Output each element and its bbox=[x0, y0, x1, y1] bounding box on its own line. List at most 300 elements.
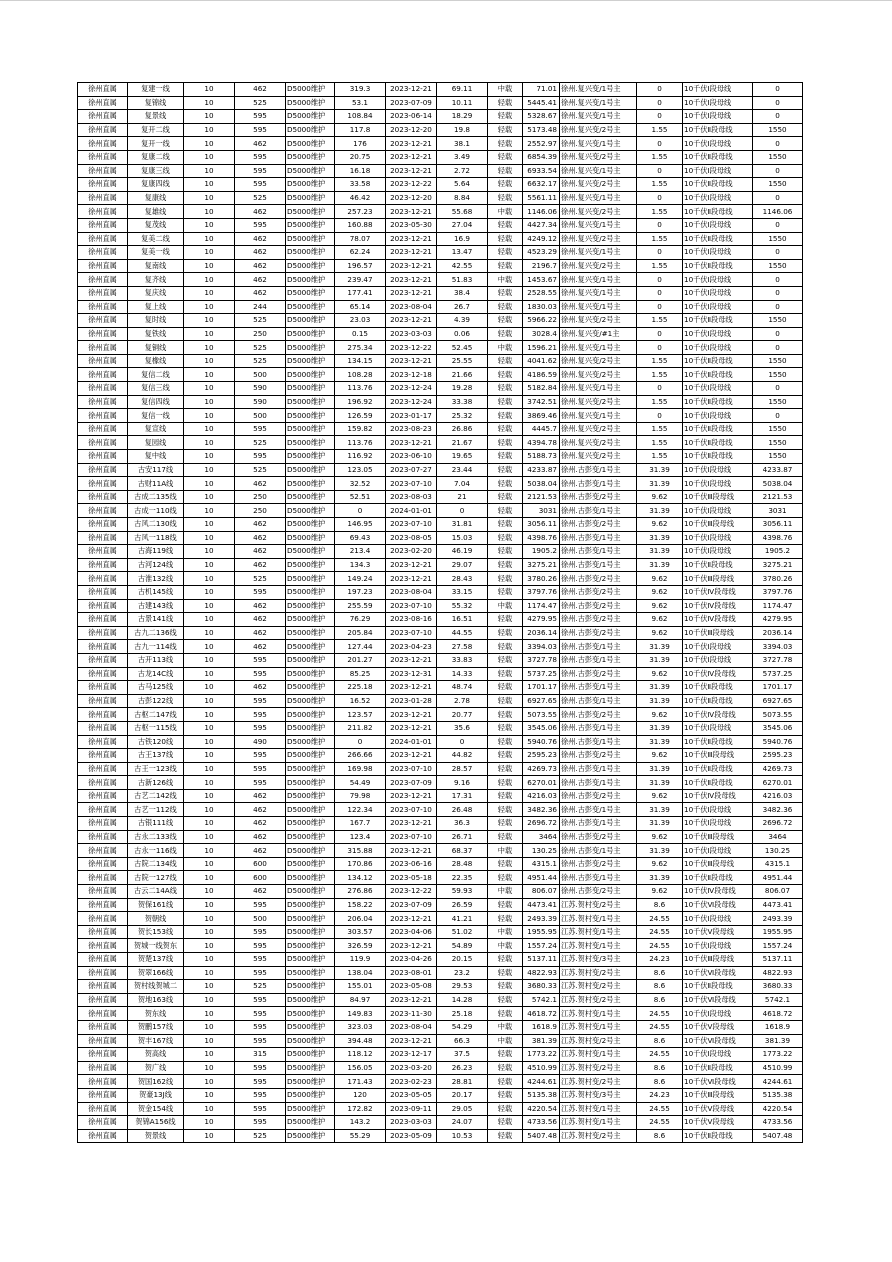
transformer-load-cell: 9.62 bbox=[637, 613, 683, 627]
bus-cell: 10千伏Ⅰ段母线 bbox=[683, 191, 753, 205]
margin-cell: 4220.54 bbox=[523, 1102, 560, 1116]
region-cell: 徐州直属 bbox=[78, 137, 128, 151]
load-level-cell: 轻载 bbox=[488, 721, 523, 735]
line-name-cell: 贺高线 bbox=[128, 1048, 184, 1062]
rated-current-cell: 250 bbox=[235, 490, 286, 504]
rated-current-cell: 595 bbox=[235, 898, 286, 912]
date-cell: 2023-06-14 bbox=[386, 110, 437, 124]
transformer-cell: 徐州.古彭变/1号主 bbox=[560, 504, 637, 518]
line-name-cell: 古风二130线 bbox=[128, 518, 184, 532]
date-cell: 2023-08-04 bbox=[386, 300, 437, 314]
table-row bbox=[78, 1129, 803, 1143]
region-cell: 徐州直属 bbox=[78, 490, 128, 504]
bus-cell: 10千伏Ⅰ段母线 bbox=[683, 912, 753, 926]
date-cell: 2023-12-21 bbox=[386, 789, 437, 803]
margin-cell: 5407.48 bbox=[523, 1129, 560, 1143]
transformer-cell: 徐州.古彭变/2号主 bbox=[560, 830, 637, 844]
margin-cell: 5561.11 bbox=[523, 191, 560, 205]
available-cell: 1618.9 bbox=[753, 1020, 803, 1034]
line-name-cell: 古院一127线 bbox=[128, 871, 184, 885]
date-cell: 2023-12-21 bbox=[386, 314, 437, 328]
margin-cell: 1557.24 bbox=[523, 939, 560, 953]
transformer-load-cell: 31.39 bbox=[637, 504, 683, 518]
region-cell: 徐州直属 bbox=[78, 518, 128, 532]
voltage-cell: 10 bbox=[184, 300, 235, 314]
date-cell: 2023-12-21 bbox=[386, 436, 437, 450]
line-name-cell: 复橡线 bbox=[128, 354, 184, 368]
load-rate-cell: 41.21 bbox=[437, 912, 488, 926]
transformer-cell: 徐州.古彭变/2号主 bbox=[560, 518, 637, 532]
load-rate-cell: 25.32 bbox=[437, 409, 488, 423]
margin-cell: 806.07 bbox=[523, 885, 560, 899]
voltage-cell: 10 bbox=[184, 898, 235, 912]
transformer-cell: 徐州.古彭变/1号主 bbox=[560, 681, 637, 695]
available-cell: 5940.76 bbox=[753, 735, 803, 749]
region-cell: 徐州直属 bbox=[78, 708, 128, 722]
transformer-load-cell: 8.6 bbox=[637, 993, 683, 1007]
load-level-cell: 轻载 bbox=[488, 259, 523, 273]
available-cell: 5407.48 bbox=[753, 1129, 803, 1143]
load-rate-cell: 29.07 bbox=[437, 558, 488, 572]
bus-cell: 10千伏Ⅰ段母线 bbox=[683, 110, 753, 124]
rated-current-cell: 595 bbox=[235, 1075, 286, 1089]
transformer-load-cell: 0 bbox=[637, 137, 683, 151]
load-rate-cell: 19.28 bbox=[437, 382, 488, 396]
max-current-cell: 0.15 bbox=[335, 327, 386, 341]
table-row bbox=[78, 395, 803, 409]
bus-cell: 10千伏Ⅵ段母线 bbox=[683, 1075, 753, 1089]
line-name-cell: 复美二线 bbox=[128, 232, 184, 246]
voltage-cell: 10 bbox=[184, 558, 235, 572]
transformer-load-cell: 8.6 bbox=[637, 980, 683, 994]
transformer-load-cell: 31.39 bbox=[637, 477, 683, 491]
voltage-cell: 10 bbox=[184, 178, 235, 192]
margin-cell: 6927.65 bbox=[523, 694, 560, 708]
margin-cell: 3482.36 bbox=[523, 803, 560, 817]
voltage-cell: 10 bbox=[184, 776, 235, 790]
load-rate-cell: 16.51 bbox=[437, 613, 488, 627]
transformer-load-cell: 31.39 bbox=[637, 735, 683, 749]
voltage-cell: 10 bbox=[184, 844, 235, 858]
available-cell: 5073.55 bbox=[753, 708, 803, 722]
load-rate-cell: 44.55 bbox=[437, 626, 488, 640]
voltage-cell: 10 bbox=[184, 1088, 235, 1102]
margin-cell: 4041.62 bbox=[523, 354, 560, 368]
voltage-cell: 10 bbox=[184, 789, 235, 803]
region-cell: 徐州直属 bbox=[78, 640, 128, 654]
load-rate-cell: 19.65 bbox=[437, 450, 488, 464]
source-cell: D5000维护 bbox=[286, 409, 335, 423]
transformer-load-cell: 0 bbox=[637, 110, 683, 124]
line-name-cell: 贺鹏157线 bbox=[128, 1020, 184, 1034]
available-cell: 130.25 bbox=[753, 844, 803, 858]
transformer-load-cell: 24.55 bbox=[637, 939, 683, 953]
table-row bbox=[78, 585, 803, 599]
transformer-load-cell: 0 bbox=[637, 300, 683, 314]
date-cell: 2023-07-09 bbox=[386, 96, 437, 110]
available-cell: 1146.06 bbox=[753, 205, 803, 219]
voltage-cell: 10 bbox=[184, 857, 235, 871]
source-cell: D5000维护 bbox=[286, 925, 335, 939]
line-name-cell: 贺地163线 bbox=[128, 993, 184, 1007]
margin-cell: 4279.95 bbox=[523, 613, 560, 627]
date-cell: 2023-11-30 bbox=[386, 1007, 437, 1021]
margin-cell: 4951.44 bbox=[523, 871, 560, 885]
max-current-cell: 69.43 bbox=[335, 531, 386, 545]
bus-cell: 10千伏Ⅳ段母线 bbox=[683, 613, 753, 627]
source-cell: D5000维护 bbox=[286, 110, 335, 124]
available-cell: 4618.72 bbox=[753, 1007, 803, 1021]
load-rate-cell: 28.43 bbox=[437, 572, 488, 586]
available-cell: 4473.41 bbox=[753, 898, 803, 912]
line-name-cell: 复康二线 bbox=[128, 150, 184, 164]
load-level-cell: 轻载 bbox=[488, 436, 523, 450]
margin-cell: 3869.46 bbox=[523, 409, 560, 423]
transformer-load-cell: 9.62 bbox=[637, 667, 683, 681]
transformer-load-cell: 24.55 bbox=[637, 1048, 683, 1062]
transformer-cell: 徐州.古彭变/1号主 bbox=[560, 844, 637, 858]
bus-cell: 10千伏Ⅱ段母线 bbox=[683, 558, 753, 572]
load-rate-cell: 26.71 bbox=[437, 830, 488, 844]
max-current-cell: 134.15 bbox=[335, 354, 386, 368]
table-row bbox=[78, 953, 803, 967]
rated-current-cell: 462 bbox=[235, 803, 286, 817]
source-cell: D5000维护 bbox=[286, 803, 335, 817]
available-cell: 1955.95 bbox=[753, 925, 803, 939]
available-cell: 0 bbox=[753, 300, 803, 314]
voltage-cell: 10 bbox=[184, 218, 235, 232]
voltage-cell: 10 bbox=[184, 327, 235, 341]
load-level-cell: 轻载 bbox=[488, 463, 523, 477]
available-cell: 1550 bbox=[753, 314, 803, 328]
region-cell: 徐州直属 bbox=[78, 1129, 128, 1143]
max-current-cell: 158.22 bbox=[335, 898, 386, 912]
date-cell: 2023-12-21 bbox=[386, 939, 437, 953]
date-cell: 2023-12-21 bbox=[386, 653, 437, 667]
margin-cell: 3680.33 bbox=[523, 980, 560, 994]
load-rate-cell: 46.19 bbox=[437, 545, 488, 559]
load-level-cell: 轻载 bbox=[488, 558, 523, 572]
source-cell: D5000维护 bbox=[286, 273, 335, 287]
source-cell: D5000维护 bbox=[286, 123, 335, 137]
source-cell: D5000维护 bbox=[286, 259, 335, 273]
bus-cell: 10千伏Ⅵ段母线 bbox=[683, 993, 753, 1007]
load-rate-cell: 9.16 bbox=[437, 776, 488, 790]
transformer-cell: 江苏.贺村变/2号主 bbox=[560, 1034, 637, 1048]
table-row bbox=[78, 857, 803, 871]
available-cell: 1550 bbox=[753, 368, 803, 382]
region-cell: 徐州直属 bbox=[78, 1088, 128, 1102]
source-cell: D5000维护 bbox=[286, 980, 335, 994]
transformer-cell: 徐州.复兴变/1号主 bbox=[560, 110, 637, 124]
transformer-load-cell: 1.55 bbox=[637, 395, 683, 409]
load-rate-cell: 33.15 bbox=[437, 585, 488, 599]
available-cell: 5737.25 bbox=[753, 667, 803, 681]
load-rate-cell: 55.32 bbox=[437, 599, 488, 613]
load-level-cell: 轻载 bbox=[488, 871, 523, 885]
region-cell: 徐州直属 bbox=[78, 599, 128, 613]
margin-cell: 6632.17 bbox=[523, 178, 560, 192]
max-current-cell: 197.23 bbox=[335, 585, 386, 599]
rated-current-cell: 315 bbox=[235, 1048, 286, 1062]
bus-cell: 10千伏Ⅰ段母线 bbox=[683, 286, 753, 300]
load-rate-cell: 51.02 bbox=[437, 925, 488, 939]
date-cell: 2023-12-21 bbox=[386, 993, 437, 1007]
transformer-cell: 徐州.古彭变/1号主 bbox=[560, 871, 637, 885]
max-current-cell: 116.92 bbox=[335, 450, 386, 464]
data-sheet bbox=[77, 82, 803, 1143]
region-cell: 徐州直属 bbox=[78, 422, 128, 436]
transformer-cell: 徐州.复兴变/2号主 bbox=[560, 395, 637, 409]
margin-cell: 3028.4 bbox=[523, 327, 560, 341]
transformer-cell: 江苏.贺村变/1号主 bbox=[560, 1102, 637, 1116]
margin-cell: 5940.76 bbox=[523, 735, 560, 749]
load-level-cell: 轻载 bbox=[488, 980, 523, 994]
available-cell: 0 bbox=[753, 246, 803, 260]
table-row bbox=[78, 409, 803, 423]
line-name-cell: 古淮132线 bbox=[128, 572, 184, 586]
date-cell: 2023-12-21 bbox=[386, 205, 437, 219]
table-row bbox=[78, 1034, 803, 1048]
line-name-cell: 古枢二147线 bbox=[128, 708, 184, 722]
bus-cell: 10千伏Ⅱ段母线 bbox=[683, 436, 753, 450]
transformer-cell: 徐州.古彭变/1号主 bbox=[560, 721, 637, 735]
voltage-cell: 10 bbox=[184, 953, 235, 967]
transformer-load-cell: 31.39 bbox=[637, 871, 683, 885]
transformer-cell: 徐州.复兴变/2号主 bbox=[560, 123, 637, 137]
transformer-cell: 徐州.复兴变/1号主 bbox=[560, 341, 637, 355]
available-cell: 1550 bbox=[753, 232, 803, 246]
bus-cell: 10千伏Ⅰ段母线 bbox=[683, 218, 753, 232]
load-rate-cell: 68.37 bbox=[437, 844, 488, 858]
region-cell: 徐州直属 bbox=[78, 354, 128, 368]
transformer-load-cell: 31.39 bbox=[637, 681, 683, 695]
available-cell: 3464 bbox=[753, 830, 803, 844]
voltage-cell: 10 bbox=[184, 653, 235, 667]
region-cell: 徐州直属 bbox=[78, 626, 128, 640]
load-level-cell: 中载 bbox=[488, 273, 523, 287]
region-cell: 徐州直属 bbox=[78, 721, 128, 735]
region-cell: 徐州直属 bbox=[78, 776, 128, 790]
date-cell: 2023-02-23 bbox=[386, 1075, 437, 1089]
line-name-cell: 复信二线 bbox=[128, 368, 184, 382]
rated-current-cell: 595 bbox=[235, 1102, 286, 1116]
load-level-cell: 轻载 bbox=[488, 708, 523, 722]
bus-cell: 10千伏Ⅴ段母线 bbox=[683, 1116, 753, 1130]
load-rate-cell: 42.55 bbox=[437, 259, 488, 273]
date-cell: 2023-02-20 bbox=[386, 545, 437, 559]
region-cell: 徐州直属 bbox=[78, 1048, 128, 1062]
source-cell: D5000维护 bbox=[286, 898, 335, 912]
voltage-cell: 10 bbox=[184, 545, 235, 559]
available-cell: 0 bbox=[753, 409, 803, 423]
max-current-cell: 79.98 bbox=[335, 789, 386, 803]
load-rate-cell: 29.05 bbox=[437, 1102, 488, 1116]
transformer-load-cell: 24.55 bbox=[637, 1007, 683, 1021]
transformer-cell: 江苏.贺村变/1号主 bbox=[560, 925, 637, 939]
rated-current-cell: 462 bbox=[235, 259, 286, 273]
line-name-cell: 古永二133线 bbox=[128, 830, 184, 844]
transformer-load-cell: 9.62 bbox=[637, 749, 683, 763]
line-name-cell: 古成一110线 bbox=[128, 504, 184, 518]
rated-current-cell: 462 bbox=[235, 518, 286, 532]
source-cell: D5000维护 bbox=[286, 164, 335, 178]
source-cell: D5000维护 bbox=[286, 436, 335, 450]
table-row bbox=[78, 1007, 803, 1021]
line-name-cell: 古王137线 bbox=[128, 749, 184, 763]
line-name-cell: 复中线 bbox=[128, 450, 184, 464]
available-cell: 2493.39 bbox=[753, 912, 803, 926]
transformer-load-cell: 9.62 bbox=[637, 789, 683, 803]
max-current-cell: 159.82 bbox=[335, 422, 386, 436]
region-cell: 徐州直属 bbox=[78, 762, 128, 776]
transformer-cell: 江苏.贺村变/2号主 bbox=[560, 993, 637, 1007]
source-cell: D5000维护 bbox=[286, 218, 335, 232]
rated-current-cell: 525 bbox=[235, 572, 286, 586]
load-rate-cell: 3.49 bbox=[437, 150, 488, 164]
margin-cell: 1955.95 bbox=[523, 925, 560, 939]
margin-cell: 2528.55 bbox=[523, 286, 560, 300]
source-cell: D5000维护 bbox=[286, 817, 335, 831]
transformer-load-cell: 1.55 bbox=[637, 422, 683, 436]
voltage-cell: 10 bbox=[184, 110, 235, 124]
line-name-cell: 古河124线 bbox=[128, 558, 184, 572]
region-cell: 徐州直属 bbox=[78, 463, 128, 477]
transformer-load-cell: 0 bbox=[637, 246, 683, 260]
source-cell: D5000维护 bbox=[286, 545, 335, 559]
voltage-cell: 10 bbox=[184, 1034, 235, 1048]
margin-cell: 1596.21 bbox=[523, 341, 560, 355]
line-name-cell: 贺城一线贺东 bbox=[128, 939, 184, 953]
available-cell: 4279.95 bbox=[753, 613, 803, 627]
voltage-cell: 10 bbox=[184, 1061, 235, 1075]
date-cell: 2023-12-21 bbox=[386, 912, 437, 926]
rated-current-cell: 462 bbox=[235, 599, 286, 613]
line-name-cell: 贺楚137线 bbox=[128, 953, 184, 967]
transformer-load-cell: 31.39 bbox=[637, 803, 683, 817]
voltage-cell: 10 bbox=[184, 1075, 235, 1089]
load-rate-cell: 37.5 bbox=[437, 1048, 488, 1062]
voltage-cell: 10 bbox=[184, 490, 235, 504]
load-level-cell: 轻载 bbox=[488, 218, 523, 232]
available-cell: 3275.21 bbox=[753, 558, 803, 572]
rated-current-cell: 595 bbox=[235, 178, 286, 192]
available-cell: 806.07 bbox=[753, 885, 803, 899]
bus-cell: 10千伏Ⅰ段母线 bbox=[683, 844, 753, 858]
line-name-cell: 复开一线 bbox=[128, 137, 184, 151]
transformer-load-cell: 8.6 bbox=[637, 1075, 683, 1089]
voltage-cell: 10 bbox=[184, 436, 235, 450]
available-cell: 4510.99 bbox=[753, 1061, 803, 1075]
region-cell: 徐州直属 bbox=[78, 300, 128, 314]
source-cell: D5000维护 bbox=[286, 613, 335, 627]
transformer-cell: 徐州.古彭变/1号主 bbox=[560, 477, 637, 491]
table-row bbox=[78, 232, 803, 246]
bus-cell: 10千伏Ⅳ段母线 bbox=[683, 667, 753, 681]
transformer-load-cell: 9.62 bbox=[637, 857, 683, 871]
source-cell: D5000维护 bbox=[286, 953, 335, 967]
available-cell: 6927.65 bbox=[753, 694, 803, 708]
margin-cell: 3464 bbox=[523, 830, 560, 844]
date-cell: 2023-12-21 bbox=[386, 150, 437, 164]
load-rate-cell: 25.18 bbox=[437, 1007, 488, 1021]
margin-cell: 3056.11 bbox=[523, 518, 560, 532]
line-name-cell: 复景线 bbox=[128, 110, 184, 124]
margin-cell: 1773.22 bbox=[523, 1048, 560, 1062]
voltage-cell: 10 bbox=[184, 993, 235, 1007]
table-row bbox=[78, 626, 803, 640]
line-name-cell: 复信一线 bbox=[128, 409, 184, 423]
load-level-cell: 中载 bbox=[488, 1034, 523, 1048]
available-cell: 3394.03 bbox=[753, 640, 803, 654]
table-row bbox=[78, 721, 803, 735]
load-level-cell: 中载 bbox=[488, 885, 523, 899]
voltage-cell: 10 bbox=[184, 1102, 235, 1116]
table-row bbox=[78, 694, 803, 708]
transformer-cell: 徐州.复兴变/1号主 bbox=[560, 96, 637, 110]
max-current-cell: 32.52 bbox=[335, 477, 386, 491]
available-cell: 1905.2 bbox=[753, 545, 803, 559]
line-name-cell: 古永一116线 bbox=[128, 844, 184, 858]
source-cell: D5000维护 bbox=[286, 1129, 335, 1143]
load-level-cell: 轻载 bbox=[488, 1116, 523, 1130]
max-current-cell: 160.88 bbox=[335, 218, 386, 232]
source-cell: D5000维护 bbox=[286, 450, 335, 464]
voltage-cell: 10 bbox=[184, 871, 235, 885]
load-level-cell: 轻载 bbox=[488, 191, 523, 205]
margin-cell: 5137.11 bbox=[523, 953, 560, 967]
source-cell: D5000维护 bbox=[286, 912, 335, 926]
voltage-cell: 10 bbox=[184, 409, 235, 423]
load-rate-cell: 20.77 bbox=[437, 708, 488, 722]
date-cell: 2023-12-21 bbox=[386, 749, 437, 763]
transformer-load-cell: 8.6 bbox=[637, 966, 683, 980]
source-cell: D5000维护 bbox=[286, 395, 335, 409]
line-name-cell: 复信三线 bbox=[128, 382, 184, 396]
voltage-cell: 10 bbox=[184, 585, 235, 599]
source-cell: D5000维护 bbox=[286, 368, 335, 382]
transformer-load-cell: 9.62 bbox=[637, 518, 683, 532]
load-level-cell: 轻载 bbox=[488, 123, 523, 137]
line-name-cell: 贺广线 bbox=[128, 1061, 184, 1075]
rated-current-cell: 525 bbox=[235, 314, 286, 328]
voltage-cell: 10 bbox=[184, 137, 235, 151]
load-rate-cell: 26.7 bbox=[437, 300, 488, 314]
max-current-cell: 239.47 bbox=[335, 273, 386, 287]
voltage-cell: 10 bbox=[184, 463, 235, 477]
bus-cell: 10千伏Ⅱ段母线 bbox=[683, 871, 753, 885]
table-row bbox=[78, 382, 803, 396]
date-cell: 2023-07-10 bbox=[386, 830, 437, 844]
transformer-cell: 徐州.复兴变/2号主 bbox=[560, 436, 637, 450]
line-name-cell: 古艺二142线 bbox=[128, 789, 184, 803]
region-cell: 徐州直属 bbox=[78, 572, 128, 586]
source-cell: D5000维护 bbox=[286, 857, 335, 871]
region-cell: 徐州直属 bbox=[78, 436, 128, 450]
load-rate-cell: 7.04 bbox=[437, 477, 488, 491]
available-cell: 1550 bbox=[753, 259, 803, 273]
max-current-cell: 127.44 bbox=[335, 640, 386, 654]
line-name-cell: 贺金154线 bbox=[128, 1102, 184, 1116]
transformer-load-cell: 9.62 bbox=[637, 585, 683, 599]
rated-current-cell: 500 bbox=[235, 368, 286, 382]
rated-current-cell: 462 bbox=[235, 273, 286, 287]
available-cell: 0 bbox=[753, 286, 803, 300]
table-row bbox=[78, 164, 803, 178]
available-cell: 3031 bbox=[753, 504, 803, 518]
load-level-cell: 轻载 bbox=[488, 422, 523, 436]
source-cell: D5000维护 bbox=[286, 463, 335, 477]
